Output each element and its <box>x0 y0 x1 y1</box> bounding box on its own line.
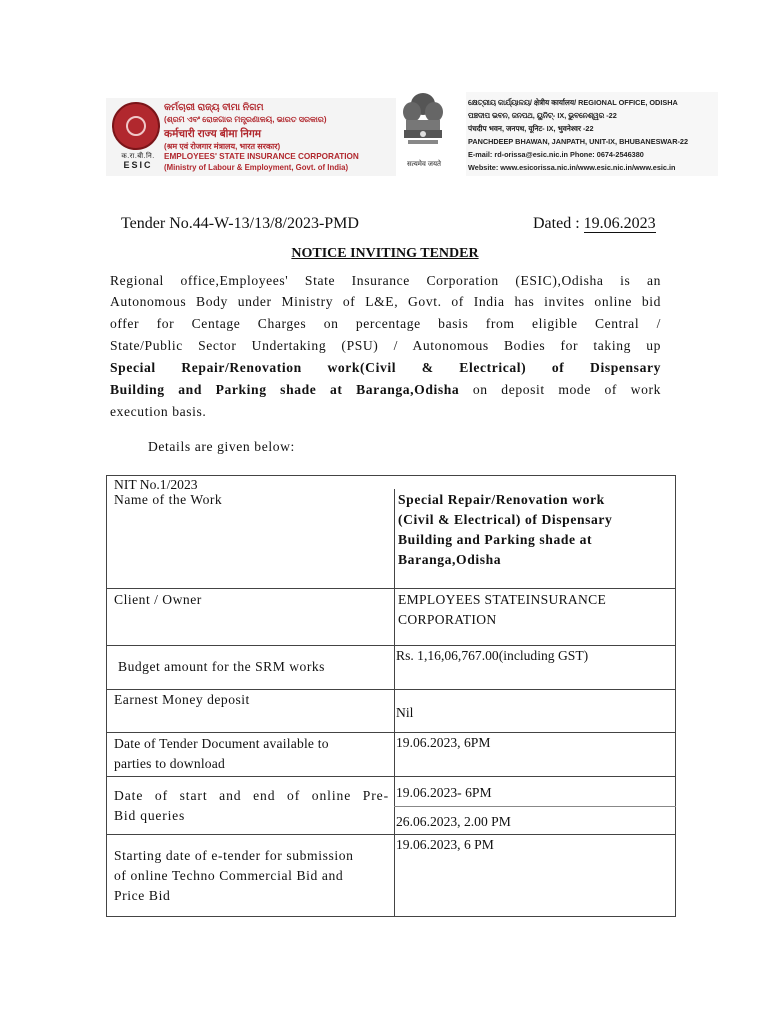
address-odia: ପଞ୍ଚଦୀପ ଭବନ, ଜନପଥ, ୟୁନିଟ୍- IX, ଭୁବନେଶ୍ୱର -22 <box>468 111 617 120</box>
table-row-divider <box>106 588 676 589</box>
label-line: of online Techno Commercial Bid and <box>114 868 344 883</box>
value-line: (Civil & Electrical) of Dispensary <box>398 512 613 527</box>
row-value-e-tender: 19.06.2023, 6 PM <box>396 837 494 852</box>
address-hindi: पंचदीप भवन, जनपथ, यूनिट- IX, भुवनेश्वर -22 <box>468 124 594 133</box>
intro-line-rest: on deposit mode of work <box>459 382 661 397</box>
value-line: Baranga,Odisha <box>398 552 502 567</box>
label-line: Date of start and end of online Pre- <box>114 788 389 803</box>
esic-logo-icon <box>112 102 160 150</box>
row-label-tender-document <box>114 734 389 774</box>
row-value-client <box>398 590 668 630</box>
intro-line: execution basis. <box>110 404 207 419</box>
intro-line: offer for Centage Charges on percentage basis from eligible Central / <box>110 316 661 331</box>
intro-line: State/Public Sector Undertaking (PSU) / Autonomous Bodies for taking up <box>110 338 661 353</box>
table-row-divider <box>106 776 676 777</box>
address-english: PANCHDEEP BHAWAN, JANPATH, UNIT-IX, BHUBANESWAR-22 <box>468 137 689 146</box>
row-label-pre-bid <box>114 786 389 826</box>
letterhead <box>106 90 718 176</box>
intro-line <box>110 382 661 398</box>
tender-date <box>533 215 656 233</box>
contact-website: Website: www.esicorissa.nic.in/www.esic.nic.in/www.esic.in <box>468 163 676 172</box>
national-emblem-icon <box>398 90 448 156</box>
row-label-name-of-work: Name of the Work <box>114 492 223 507</box>
value-line: Building and Parking shade at <box>398 532 593 547</box>
intro-line-work: Special Repair/Renovation work(Civil & Electrical) of Dispensary <box>110 360 661 375</box>
pre-bid-subdivider <box>394 806 676 807</box>
row-value-emd: Nil <box>396 705 414 720</box>
label-line: Date of Tender Document available to <box>114 736 329 751</box>
esic-logo-caption <box>110 152 166 170</box>
contact-email-phone: E-mail: rd-orissa@esic.nic.in Phone: 0674-2546380 <box>468 150 644 159</box>
regional-office-title: କ୍ଷେତ୍ରୀୟ କାର୍ଯ୍ୟାଳୟ/ क्षेत्रीय कार्यालय/ REGIONAL OFFICE, ODISHA <box>468 98 678 107</box>
intro-line: Regional office,Employees' State Insurance Corporation (ESIC),Odisha is an <box>110 273 661 288</box>
intro-line: Autonomous Body under Ministry of L&E, Govt. of India has invites online bid <box>110 294 661 309</box>
logo-caption-english: ESIC <box>123 160 153 170</box>
ministry-hindi: (श्रम एवं रोजगार मंत्रालय, भारत सरकार) <box>164 142 281 151</box>
label-line: parties to download <box>114 756 226 771</box>
ministry-english: (Ministry of Labour & Employment, Govt. of India) <box>164 163 349 172</box>
ministry-odia: (ଶ୍ରମ ଏବଂ ରୋଜଗାର ମନ୍ତ୍ରଣାଳୟ, ଭାରତ ସରକାର) <box>164 115 327 124</box>
dated-value: 19.06.2023 <box>583 215 656 232</box>
row-label-emd: Earnest Money deposit <box>114 692 250 707</box>
nit-number: NIT No.1/2023 <box>114 477 198 492</box>
row-label-budget: Budget amount for the SRM works <box>118 659 325 674</box>
org-name-english: EMPLOYEES' STATE INSURANCE CORPORATION <box>164 152 359 161</box>
notice-title: NOTICE INVITING TENDER <box>291 246 479 261</box>
emblem-motto: सत्यमेव जयते <box>406 161 442 168</box>
table-column-divider <box>394 489 395 917</box>
row-value-tender-document: 19.06.2023, 6PM <box>396 735 491 750</box>
label-line: Starting date of e-tender for submission <box>114 848 354 863</box>
org-name-hindi: कर्मचारी राज्य बीमा निगम <box>164 128 262 140</box>
label-line: Price Bid <box>114 888 171 903</box>
row-value-pre-bid-start: 19.06.2023- 6PM <box>396 785 492 800</box>
logo-caption-hindi: क.रा.बी.नि. <box>121 153 155 160</box>
row-value-name-of-work <box>398 490 668 570</box>
dated-label: Dated : <box>533 215 584 232</box>
value-line: EMPLOYEES STATEINSURANCE <box>398 592 607 607</box>
value-line: CORPORATION <box>398 612 497 627</box>
tender-number: Tender No.44-W-13/13/8/2023-PMD <box>121 215 359 232</box>
row-value-budget: Rs. 1,16,06,767.00(including GST) <box>396 648 589 663</box>
row-label-client: Client / Owner <box>114 592 202 607</box>
row-label-e-tender <box>114 846 389 906</box>
value-line: Special Repair/Renovation work <box>398 492 605 507</box>
label-line: Bid queries <box>114 808 186 823</box>
row-value-pre-bid-end: 26.06.2023, 2.00 PM <box>396 814 511 829</box>
org-name-odia: କର୍ମଚାରୀ ରାଜ୍ୟ ବୀମା ନିଗମ <box>164 102 264 113</box>
details-intro: Details are given below: <box>148 439 295 454</box>
work-location-bold: Building and Parking shade at Baranga,Odisha <box>110 382 460 397</box>
